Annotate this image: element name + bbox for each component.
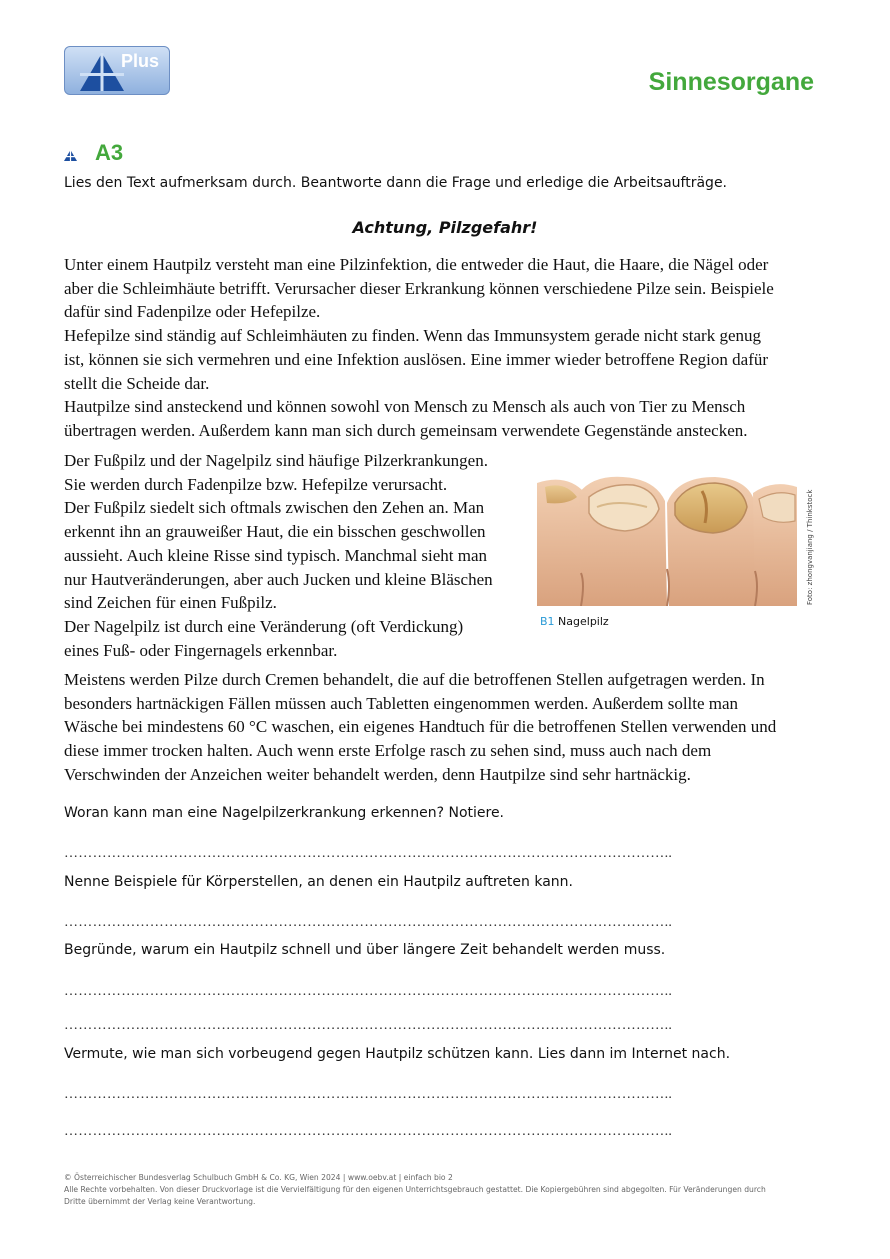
task-label: A3	[95, 140, 124, 165]
text-line: diese immer trocken halten. Auch wenn erste Erfolge rasch zu sehen sind, muss auch nach dem	[64, 741, 712, 761]
photo-credit: Foto: zhongvanjiang / Thinkstock	[806, 489, 814, 605]
text-block-1	[64, 253, 824, 443]
text-line: eines Fuß- oder Fingernagels erkennbar.	[64, 640, 338, 660]
text-line: Der Nagelpilz ist durch eine Veränderung (oft Verdickung)	[64, 616, 464, 636]
page-title: Sinnesorgane	[648, 68, 814, 96]
nagelpilz-photo	[537, 473, 797, 606]
text-line: ist, können sie sich vermehren und eine Infektion auslösen. Eine immer wieder betroffene Region dafür	[64, 349, 769, 369]
text-line: aber die Schleimhäute betrifft. Verursacher dieser Erkrankung können verschiedene Pilze sein. Beispiele	[64, 278, 774, 298]
text-line: Der Fußpilz und der Nagelpilz sind häufige Pilzerkrankungen.	[64, 451, 488, 470]
answer-line-6[interactable]: ………………………………………………………………………………………………………………..	[64, 1124, 673, 1139]
figure-caption-text: Nagelpilz	[558, 615, 609, 628]
footer	[64, 1172, 824, 1208]
text-line: Verschwinden der Anzeichen weiter behandelt werden, denn Hautpilze sind sehr hartnäckig.	[64, 764, 691, 784]
footer-line: © Österreichischer Bundesverlag Schulbuch GmbH & Co. KG, Wien 2024 | www.oebv.at | einfach bio 2	[64, 1173, 453, 1182]
question-1: Woran kann man eine Nagelpilzerkrankung erkennen? Notiere.	[64, 805, 505, 821]
text-line: Hefepilze sind ständig auf Schleimhäuten zu finden. Wenn das Immunsystem gerade nicht stark genug	[64, 326, 762, 346]
text-title: Achtung, Pilzgefahr!	[352, 218, 538, 237]
text-line: erkennt ihn an grauweißer Haut, die ein bisschen geschwollen	[64, 522, 486, 542]
text-line: dafür sind Fadenpilze oder Hefepilze.	[64, 302, 321, 322]
triangle-icon	[79, 52, 125, 92]
text-line: aussieht. Auch kleine Risse sind typisch. Manchmal sieht man	[64, 545, 488, 565]
text-line: Meistens werden Pilze durch Cremen behandelt, die auf die betroffenen Stellen aufgetragen werden. In	[64, 670, 765, 689]
text-line: Unter einem Hautpilz versteht man eine Pilzinfektion, die entweder die Haut, die Haare, die Nägel oder	[64, 255, 769, 274]
footer-line: Alle Rechte vorbehalten. Von dieser Druckvorlage ist die Vervielfältigung für den eigenen Unterrichtsgebrauch gestattet. Die Kopiergebühren sind abgegolten. Für Veränderungen durch	[64, 1185, 766, 1194]
question-4: Vermute, wie man sich vorbeugend gegen Hautpilz schützen kann. Lies dann im Internet nach.	[64, 1046, 731, 1062]
answer-line-1[interactable]: ………………………………………………………………………………………………………………..	[64, 846, 673, 861]
answer-line-2[interactable]: ………………………………………………………………………………………………………………..	[64, 915, 673, 930]
answer-line-3[interactable]: ………………………………………………………………………………………………………………..	[64, 984, 673, 999]
question-2: Nenne Beispiele für Körperstellen, an denen ein Hautpilz auftreten kann.	[64, 874, 573, 890]
question-3: Begründe, warum ein Hautpilz schnell und über längere Zeit behandelt werden muss.	[64, 942, 666, 958]
logo-text: Plus	[121, 51, 160, 71]
answer-line-4[interactable]: ………………………………………………………………………………………………………………..	[64, 1018, 673, 1033]
text-line: Wäsche bei mindestens 60 °C waschen, ein eigenes Handtuch für die betroffenen Stellen verwenden und	[64, 717, 777, 737]
plus-logo	[64, 46, 170, 95]
figure-caption	[540, 615, 609, 628]
figure-label: B1	[540, 615, 555, 628]
task-intro: Lies den Text aufmerksam durch. Beantworte dann die Frage und erledige die Arbeitsaufträge.	[64, 175, 728, 191]
footer-line: Dritte übernimmt der Verlag keine Verantwortung.	[64, 1197, 256, 1206]
text-line: übertragen werden. Außerdem kann man sich durch gemeinsam verwendete Gegenstände anstecken.	[64, 420, 748, 440]
text-line: besonders hartnäckigen Fällen müssen auch Tabletten eingenommen werden. Außerdem sollte man	[64, 693, 739, 713]
text-line: Der Fußpilz siedelt sich oftmals zwischen den Zehen an. Man	[64, 498, 485, 518]
text-line: Hautpilze sind ansteckend und können sowohl von Mensch zu Mensch als auch von Tier zu Mensch	[64, 397, 746, 417]
text-line: sind Zeichen für einen Fußpilz.	[64, 593, 277, 613]
text-line: nur Hautveränderungen, aber auch Jucken und kleine Bläschen	[64, 569, 493, 589]
text-block-3	[64, 668, 824, 787]
text-block-2	[64, 449, 534, 662]
text-line: stellt die Scheide dar.	[64, 373, 210, 393]
task-triangle-icon	[64, 150, 77, 161]
answer-line-5[interactable]: ………………………………………………………………………………………………………………..	[64, 1087, 673, 1102]
text-line: Sie werden durch Fadenpilze bzw. Hefepilze verursacht.	[64, 474, 448, 494]
